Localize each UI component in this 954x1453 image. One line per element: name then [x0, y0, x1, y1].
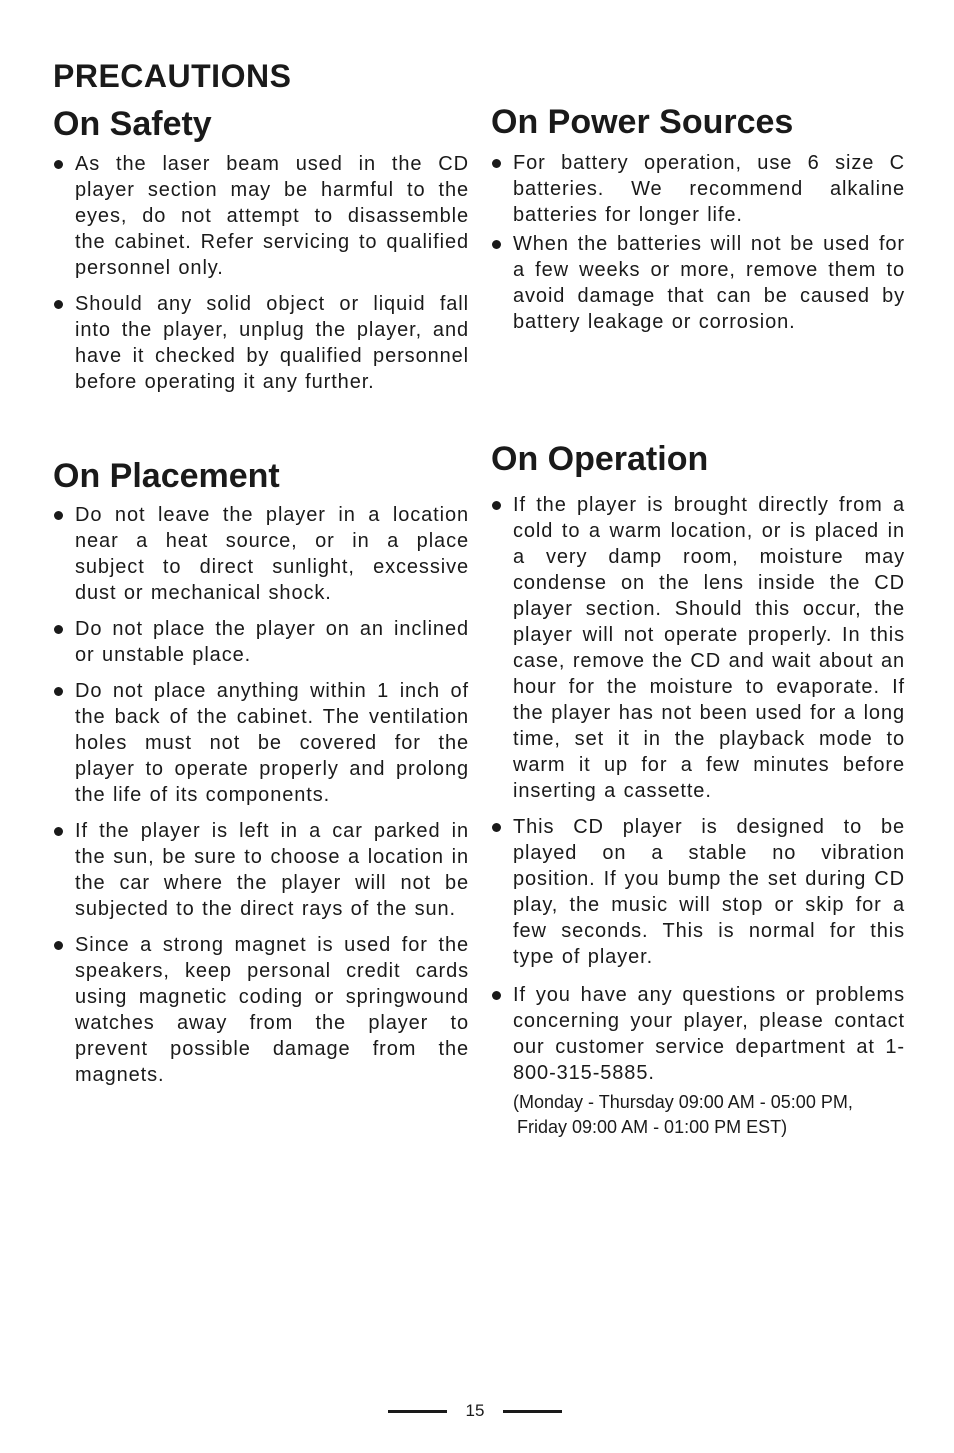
section-title-on-operation: On Operation [491, 440, 709, 478]
hours-note-line: (Monday - Thursday 09:00 AM - 05:00 PM, [513, 1092, 853, 1112]
bullet-icon [492, 159, 501, 168]
section-title-on-safety: On Safety [53, 105, 212, 143]
page-footer [388, 1399, 562, 1423]
bullet-icon [54, 941, 63, 950]
list-item [53, 291, 469, 395]
page-title: PRECAUTIONS [53, 58, 292, 94]
list-item [53, 818, 469, 922]
bullet-icon [492, 501, 501, 510]
bullet-icon [54, 160, 63, 169]
list-item-text: If the player is left in a car parked in the sun, be sure to choose a location in the car where the player will not be subjected to the direct rays of the sun. [75, 820, 469, 920]
footer-rule-left [388, 1410, 447, 1413]
list-item [53, 151, 469, 281]
bullet-icon [54, 827, 63, 836]
section-on-operation [491, 439, 905, 1140]
bullet-icon [492, 240, 501, 249]
list-item-text: Should any solid object or liquid fall into the player, unplug the player, and have it checked by qualified personnel before operating it any further. [75, 293, 469, 393]
list-item-text: Do not leave the player in a location near a heat source, or in a place subject to direct sunlight, excessive dust or mechanical shock. [75, 504, 469, 604]
operation-list [491, 492, 905, 1140]
section-title-on-placement: On Placement [53, 457, 280, 495]
list-item [491, 231, 905, 335]
list-item [491, 814, 905, 970]
list-item [491, 492, 905, 804]
list-item-text: If you have any questions or problems concerning your player, please contact our customer service department at 1-800-315-5885. [513, 984, 905, 1084]
section-on-power-sources [491, 102, 905, 335]
section-title-on-power-sources: On Power Sources [491, 103, 794, 141]
list-item-text: Since a strong magnet is used for the speakers, keep personal credit cards using magnetic coding or springwound watches away from the player to prevent possible damage from the magnets. [75, 934, 469, 1086]
list-item [53, 616, 469, 668]
bullet-icon [54, 687, 63, 696]
list-item [491, 150, 905, 228]
section-on-placement [53, 456, 469, 1088]
bullet-icon [492, 823, 501, 832]
bullet-icon [54, 511, 63, 520]
safety-list [53, 151, 469, 395]
list-item [53, 678, 469, 808]
list-item-text: This CD player is designed to be played on a stable no vibration position. If you bump the set during CD play, the music will stop or skip for a few seconds. This is normal for this type of player. [513, 816, 905, 968]
list-item-text: Do not place anything within 1 inch of the back of the cabinet. The ventilation holes must not be covered for the player to operate properly and prolong the life of its components. [75, 680, 469, 806]
power-list [491, 150, 905, 335]
list-item [53, 932, 469, 1088]
customer-service-hours [513, 1090, 905, 1140]
bullet-icon [54, 300, 63, 309]
list-item-text: When the batteries will not be used for a few weeks or more, remove them to avoid damage that can be caused by battery leakage or corrosion. [513, 233, 905, 333]
section-on-safety [53, 104, 469, 395]
list-item-text: As the laser beam used in the CD player section may be harmful to the eyes, do not attempt to disassemble the cabinet. Refer servicing to qualified personnel only. [75, 153, 469, 279]
bullet-icon [492, 991, 501, 1000]
list-item-text: If the player is brought directly from a cold to a warm location, or is placed in a very damp room, moisture may condense on the lens inside the CD player section. Should this occur, the player will not operate properly. In this case, remove the CD and wait about an hour for the moisture to evaporate. If the player has not been used for a long time, set it in the playback mode to warm it up for a few minutes before inserting a cassette. [513, 494, 905, 802]
list-item-text: Do not place the player on an inclined or unstable place. [75, 618, 469, 666]
list-item-text: For battery operation, use 6 size C batteries. We recommend alkaline batteries for longer life. [513, 152, 905, 226]
list-item [53, 502, 469, 606]
placement-list [53, 502, 469, 1088]
page-number: 15 [465, 1401, 485, 1420]
hours-note-line: Friday 09:00 AM - 01:00 PM EST) [517, 1117, 788, 1137]
footer-rule-right [503, 1410, 562, 1413]
list-item [491, 982, 905, 1140]
bullet-icon [54, 625, 63, 634]
